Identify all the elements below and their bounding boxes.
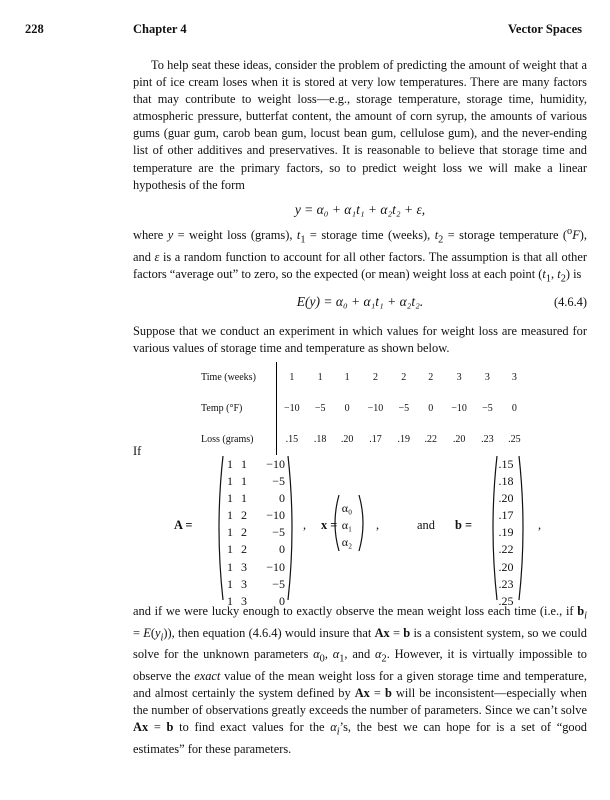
table-cell: 1 xyxy=(317,372,323,383)
matrix-entry: 1 xyxy=(227,576,233,591)
table-cell: 2 xyxy=(401,372,407,383)
text-span: will be inconsistent—especially when the number of observations greatly exceeds the number of parameters. Since we can’t solve xyxy=(133,685,587,717)
table-cell: 0 xyxy=(428,403,434,414)
matrix-entry: 3 xyxy=(241,576,247,591)
vector-entry: .17 xyxy=(498,508,514,523)
table-cell: .25 xyxy=(508,434,521,445)
equation-number: (4.6.4) xyxy=(553,295,587,309)
matrix-a-name: A = xyxy=(174,518,193,532)
table-cell: 0 xyxy=(511,403,517,414)
comma: , xyxy=(303,518,307,532)
text-span: is xyxy=(573,266,582,281)
text-span: storage temperature ( xyxy=(459,228,568,243)
comma: , xyxy=(376,518,380,532)
vector-x xyxy=(336,500,358,551)
matrix-row xyxy=(223,524,285,541)
table-cell: −10 xyxy=(451,403,467,414)
matrix-entry: 3 xyxy=(241,593,247,608)
matrix-entry: 1 xyxy=(227,508,233,523)
table-cell: 1 xyxy=(289,372,295,383)
matrix-row xyxy=(223,473,285,490)
text-span: storage time (weeks), xyxy=(321,228,431,243)
vector-x-name: x = xyxy=(321,518,338,532)
matrix-a xyxy=(223,456,285,610)
equation-text: E(y) = α₀ + α₁t₁ + α₂t₂. xyxy=(296,294,424,309)
matrix-entry: −5 xyxy=(272,576,285,591)
matrix-entry: 1 xyxy=(241,474,247,489)
table-cell: .17 xyxy=(369,434,382,445)
matrix-entry: −5 xyxy=(272,474,285,489)
text-span: where xyxy=(133,228,164,243)
vector-entry: α₁ xyxy=(341,518,353,533)
matrix-row xyxy=(223,559,285,576)
matrix-row xyxy=(223,541,285,558)
vector-entry: .20 xyxy=(498,559,514,574)
text-span: . However, it is virtually impossible to observe the xyxy=(133,647,587,683)
paragraph-definitions: where y = weight loss (grams), $t_1$ = storage time (weeks), $t_2$ = storage temperature ($^o$F), and ε is a random function to account for all other factors. The assumption is that all other factors “average out” to zero, so the expected (or mean) weight loss at each point ($t_1$, $t_2$) is xyxy=(133,226,588,285)
matrix-entry: 1 xyxy=(227,559,233,574)
text-span: is a consistent system, so we could solve for the unknown parameters xyxy=(133,625,587,662)
table-cell: 3 xyxy=(484,372,490,383)
right-paren xyxy=(518,455,528,601)
matrix-entry: −5 xyxy=(272,525,285,540)
table-cell: .23 xyxy=(481,434,494,445)
table-cell: 0 xyxy=(344,403,350,414)
text-span: ), and xyxy=(133,228,587,264)
table-row xyxy=(198,393,528,424)
matrix-entry: 3 xyxy=(241,559,247,574)
table-cell: −5 xyxy=(398,403,410,414)
table-cell: .22 xyxy=(424,434,438,445)
table-cell: 3 xyxy=(511,372,517,383)
table-cell: .18 xyxy=(313,434,327,445)
vector-b-name: b = xyxy=(455,518,473,532)
matrix-entry: 1 xyxy=(227,474,233,489)
matrix-entry: 2 xyxy=(241,542,247,557)
table-cell: −5 xyxy=(482,403,493,414)
matrix-row xyxy=(223,507,285,524)
table-cell: .20 xyxy=(452,434,466,445)
matrix-row xyxy=(223,456,285,473)
vector-b xyxy=(494,456,518,610)
paragraph-intro: To help seat these ideas, consider the problem of predicting the amount of weight that a pint of ice cream loses when it is stored at very low temperatures. There are many factors that may contribute to weight loss—e.g., storage temperature, storage time, humidity, atmospheric pressure, butterfat content, the amount of corn syrup, the amounts of various gums (guar gum, carob bean gum, locust bean gum, cellulose gum), and the never-ending list of other additives and preservatives. It is reasonable to believe that storage time and temperature are the primary factors, so to predict weight loss we will make a linear hypothesis of the form xyxy=(133,58,587,192)
vector-entry: .23 xyxy=(498,576,514,591)
matrix-entry: −10 xyxy=(266,508,285,523)
matrix-entry: 1 xyxy=(227,525,233,540)
table-cell: −10 xyxy=(367,403,384,414)
linear-hypothesis-equation xyxy=(133,202,587,218)
matrix-entry: 2 xyxy=(241,525,247,540)
matrix-entry: 0 xyxy=(279,491,285,506)
table-cell: .20 xyxy=(340,434,354,445)
paragraph-inconsistent-system: and if we were lucky enough to exactly observe the mean weight loss each time (i.e., if $b_i = E(y_i)$), then equation (4.6.4) would insure that Ax = b is a consistent system, so we could solve for the unknown parameters $\alpha_0$, $\alpha_1$, and $\alpha_2$. However, it is virtually impossible to observe the exact value of the mean weight loss for a given storage time and temperature, and almost certainly the system defined by Ax = b will be inconsistent—especially when the number of observations greatly exceeds the number of parameters. Since we can’t solve Ax = b to find exact values for the $\alpha_i’s$, the best we can hope for is a set of “good estimates” for these parameters. xyxy=(133,604,587,756)
vector-entry: .19 xyxy=(498,525,514,540)
text-span: and xyxy=(352,647,371,662)
text-span: to find exact values for the xyxy=(179,719,325,734)
table-cell: −10 xyxy=(284,403,300,414)
vector-entry: .15 xyxy=(498,457,514,471)
row-label: Time (weeks) xyxy=(198,362,277,393)
equation-text: y = α₀ + α₁t₁ + α₂t₂ + ε, xyxy=(294,202,426,217)
text-span: is a random function to account for all other factors. The assumption is that all other factors “average out” to zero, so the expected (or mean) weight loss at each point xyxy=(133,249,588,281)
matrix-entry: 1 xyxy=(241,457,247,471)
matrix-entry: −10 xyxy=(266,559,285,574)
vector-entry: .20 xyxy=(498,491,514,506)
table-cell: 2 xyxy=(372,372,378,383)
text-span: and if we were lucky enough to exactly observe the mean weight loss each time (i.e., if xyxy=(133,604,574,618)
text-span: ’s, the best we can hope for is a set of “good estimates” for these parameters. xyxy=(133,719,587,756)
comma: , xyxy=(538,518,542,532)
matrix-entry: 0 xyxy=(279,542,285,557)
table-cell: .19 xyxy=(397,434,411,445)
page-number: 228 xyxy=(25,22,44,36)
if-label: If xyxy=(133,444,142,458)
matrix-entry: 0 xyxy=(279,593,285,608)
text-span: ), then equation (4.6.4) would insure that xyxy=(167,625,372,640)
row-label: Temp (°F) xyxy=(198,393,277,424)
vector-entry: .22 xyxy=(498,542,514,557)
table-row xyxy=(198,362,528,393)
matrix-row xyxy=(223,490,285,507)
right-paren xyxy=(358,494,368,552)
paragraph-experiment: Suppose that we conduct an experiment in which values for weight loss are measured for various values of storage time and temperature as shown below. xyxy=(133,324,587,356)
chapter-title: Chapter 4 xyxy=(133,22,187,36)
table-cell: 3 xyxy=(456,372,462,383)
matrix-entry: 1 xyxy=(227,542,233,557)
and-word: and xyxy=(417,518,435,532)
table-cell: 2 xyxy=(428,372,434,383)
text-span: weight loss (grams), xyxy=(189,228,293,243)
right-paren xyxy=(287,455,297,601)
table-cell: −5 xyxy=(314,403,326,414)
matrix-entry: 1 xyxy=(241,491,247,506)
matrix-row xyxy=(223,576,285,593)
vector-entry: .25 xyxy=(498,593,514,608)
matrix-entry: 1 xyxy=(227,491,233,506)
matrix-entry: 2 xyxy=(241,508,247,523)
expected-value-equation xyxy=(133,294,587,310)
matrix-entry: 1 xyxy=(227,593,233,608)
vector-entry: α₂ xyxy=(341,535,353,550)
text-span: value of the mean weight loss for a given storage time and temperature, and almost certainly the system defined by xyxy=(133,668,587,700)
row-label: Loss (grams) xyxy=(198,424,277,455)
text-span: exact xyxy=(194,668,221,683)
table-cell: 1 xyxy=(344,372,350,383)
matrix-entry: 1 xyxy=(227,457,233,471)
table-cell: .15 xyxy=(285,434,299,445)
matrix-entry: −10 xyxy=(266,457,285,471)
table-row xyxy=(198,424,528,455)
vector-entry: α₀ xyxy=(341,501,353,515)
section-title: Vector Spaces xyxy=(508,22,582,36)
experiment-data-table xyxy=(198,362,528,455)
vector-entry: .18 xyxy=(498,474,514,489)
